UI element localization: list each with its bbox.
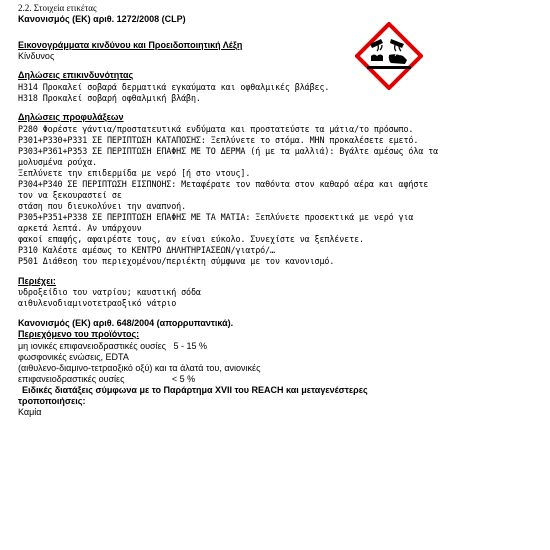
detergents-subheading: Περιεχόμενο του προϊόντος: [18, 329, 140, 339]
hazard-statement: H314 Προκαλεί σοβαρά δερματικά εγκαύματα και οφθαλμικές βλάβες. [18, 82, 330, 92]
pictograms-heading: Εικονογράμματα κινδύνου και Προειδοποιητική Λέξη [18, 40, 243, 50]
contains-item: υδροξείδιο του νατρίου; καυστική σόδα [18, 287, 201, 297]
precaution-statement: P280 Φορέστε γάντια/προστατευτικά ενδύματα και προστατεύστε τα μάτια/το πρόσωπο. [18, 124, 414, 134]
precaution-statement: P303+P361+P353 ΣΕ ΠΕΡΙΠΤΩΣΗ ΕΠΑΦΗΣ ΜΕ ΤΟ ΔΕΡΜΑ (ή με τα μαλλιά): Βγάλτε αμέσως όλα τα [18, 146, 439, 156]
reach-heading: τροποποιήσεις: [18, 396, 86, 406]
precaution-statement: P305+P351+P338 ΣΕ ΠΕΡΙΠΤΩΣΗ ΕΠΑΦΗΣ ΜΕ ΤΑ ΜΑΤΙΑ: Ξεπλύνετε προσεκτικά με νερό για [18, 212, 414, 222]
detergents-heading: Κανονισμός (ΕΚ) αριθ. 648/2004 (απορρυπαντικά). [18, 318, 234, 328]
regulation-title: Κανονισμός (ΕΚ) αριθ. 1272/2008 (CLP) [18, 14, 186, 24]
ghs05-corrosion-icon [355, 22, 423, 90]
precaution-statement: P310 Καλέστε αμέσως το ΚΕΝΤΡΟ ΔΗΛΗΤΗΡΙΑΣΕΩΝ/γιατρό/… [18, 245, 275, 255]
precaution-statement: P301+P330+P331 ΣΕ ΠΕΡΙΠΤΩΣΗ ΚΑΤΑΠΟΣΗΣ: Ξεπλύνετε το στόμα. ΜΗΝ προκαλέσετε εμετό. [18, 135, 419, 145]
precaution-statement: P501 Διάθεση του περιεχομένου/περιέκτη σύμφωνα με τον κανονισμό. [18, 256, 335, 266]
reach-value: Καμία [18, 407, 42, 417]
precaution-statement: φακοί επαφής, αφαιρέστε τους, αν είναι εύκολο. Συνεχίστε να ξεπλένετε. [18, 234, 364, 244]
contains-item: αιθυλενοδιαμινοτετραοξικό νάτριο [18, 298, 177, 308]
section-number: 2.2. Στοιχεία ετικέτας [18, 3, 97, 13]
detergents-line: (αιθυλενο-διαμινο-τετραοξικό οξύ) και τα άλατά του, ανιονικές [18, 363, 261, 373]
precaution-statement: τον να ξεκουραστεί σε [18, 190, 122, 200]
reach-heading: Ειδικές διατάξεις σύμφωνα με το Παράρτημα XVII του REACH και μεταγενέστερες [22, 385, 368, 395]
precaution-statement: αρκετά λεπτά. Αν υπάρχουν [18, 223, 142, 233]
precaution-statement: Ξεπλύνετε την επιδερμίδα με νερό [ή στο ντους]. [18, 168, 251, 178]
precaution-statement: στάση που διευκολύνει την αναπνοή. [18, 201, 187, 211]
contains-heading: Περιέχει: [18, 276, 56, 286]
detergents-line: μη ιονικές επιφανειοδραστικές ουσίες 5 - 15 % [18, 341, 207, 351]
detergents-line: επιφανειοδραστικές ουσίες < 5 % [18, 374, 196, 384]
precaution-statement: P304+P340 ΣΕ ΠΕΡΙΠΤΩΣΗ ΕΙΣΠΝΟΗΣ: Μεταφέρατε τον παθόντα στον καθαρό αέρα και αφήστε [18, 179, 429, 189]
precaution-statement: μολυσμένα ρούχα. [18, 157, 98, 167]
hazard-statement: H318 Προκαλεί σοβαρή οφθαλμική βλάβη. [18, 93, 201, 103]
hazard-heading: Δηλώσεις επικινδυνότητας [18, 70, 134, 80]
precaution-heading: Δηλώσεις προφυλάξεων [18, 112, 124, 122]
signal-word: Κίνδυνος [18, 51, 55, 61]
detergents-line: φωσφονικές ενώσεις, EDTA [18, 352, 129, 362]
